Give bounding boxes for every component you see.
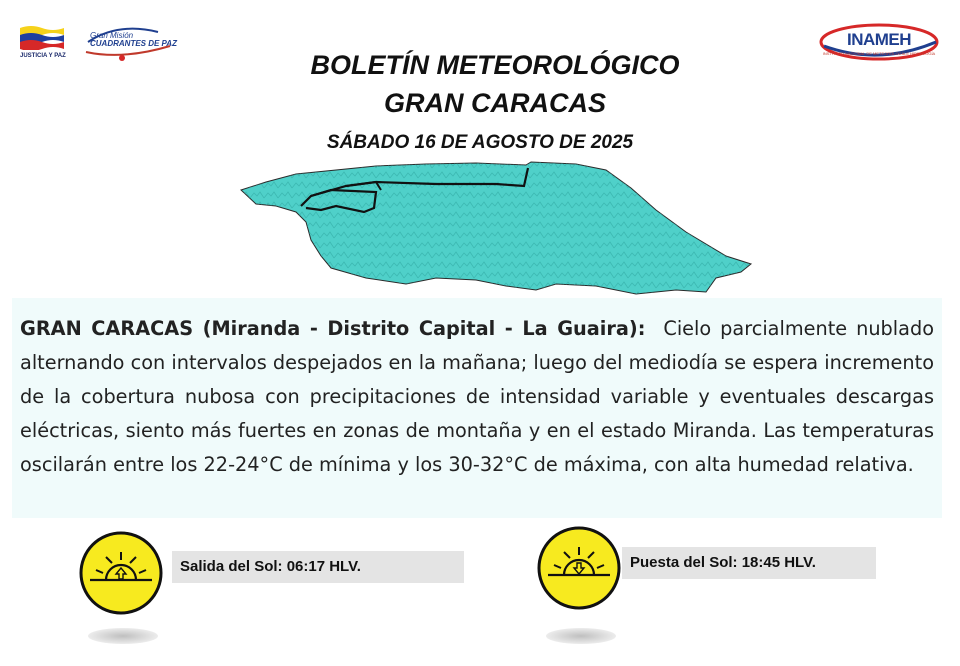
map-relief-texture — [241, 162, 751, 294]
sunset-label: Puesta del Sol: 18:45 HLV. — [622, 547, 876, 579]
gran-mision-logo — [90, 32, 177, 48]
forecast-lead: GRAN CARACAS (Miranda - Distrito Capital - La Guaira): — [20, 317, 646, 340]
sunrise-shadow — [88, 628, 158, 644]
gran-mision-big-text: CUADRANTES DE PAZ — [90, 39, 177, 48]
venezuela-flag-icon — [20, 24, 64, 50]
justicia-paz-caption: JUSTICIA Y PAZ — [20, 53, 66, 59]
gran-caracas-map — [236, 160, 756, 300]
forecast-text-box — [12, 298, 942, 518]
sunrise-label: Salida del Sol: 06:17 HLV. — [172, 551, 464, 583]
sunrise-icon — [78, 530, 168, 620]
inameh-name: INAMEH — [846, 30, 912, 49]
forecast-body: Cielo parcialmente nublado alternando con intervalos despejados en la mañana; luego del mediodía se espera incremento de la cobertura nubosa con precipitaciones de intensidad variable y eventuales descargas eléctricas, siento más fuertes en zonas de montaña y en el estado Miranda. Las temperaturas oscilarán entre los 22-24°C de mínima y los 30-32°C de máxima, con alta humedad relativa. — [20, 317, 934, 476]
gran-mision-small-text: Gran Misión — [90, 31, 134, 40]
sunset-shadow — [546, 628, 616, 644]
region-title: GRAN CARACAS — [384, 88, 606, 118]
bulletin-date: SÁBADO 16 DE AGOSTO DE 2025 — [326, 132, 634, 153]
inameh-subtitle: INSTITUTO NACIONAL DE METEOROLOGÍA E HIDROLOGÍA — [822, 51, 936, 56]
bulletin-title: BOLETÍN METEOROLÓGICO — [310, 50, 680, 80]
sunset-icon — [536, 525, 626, 615]
